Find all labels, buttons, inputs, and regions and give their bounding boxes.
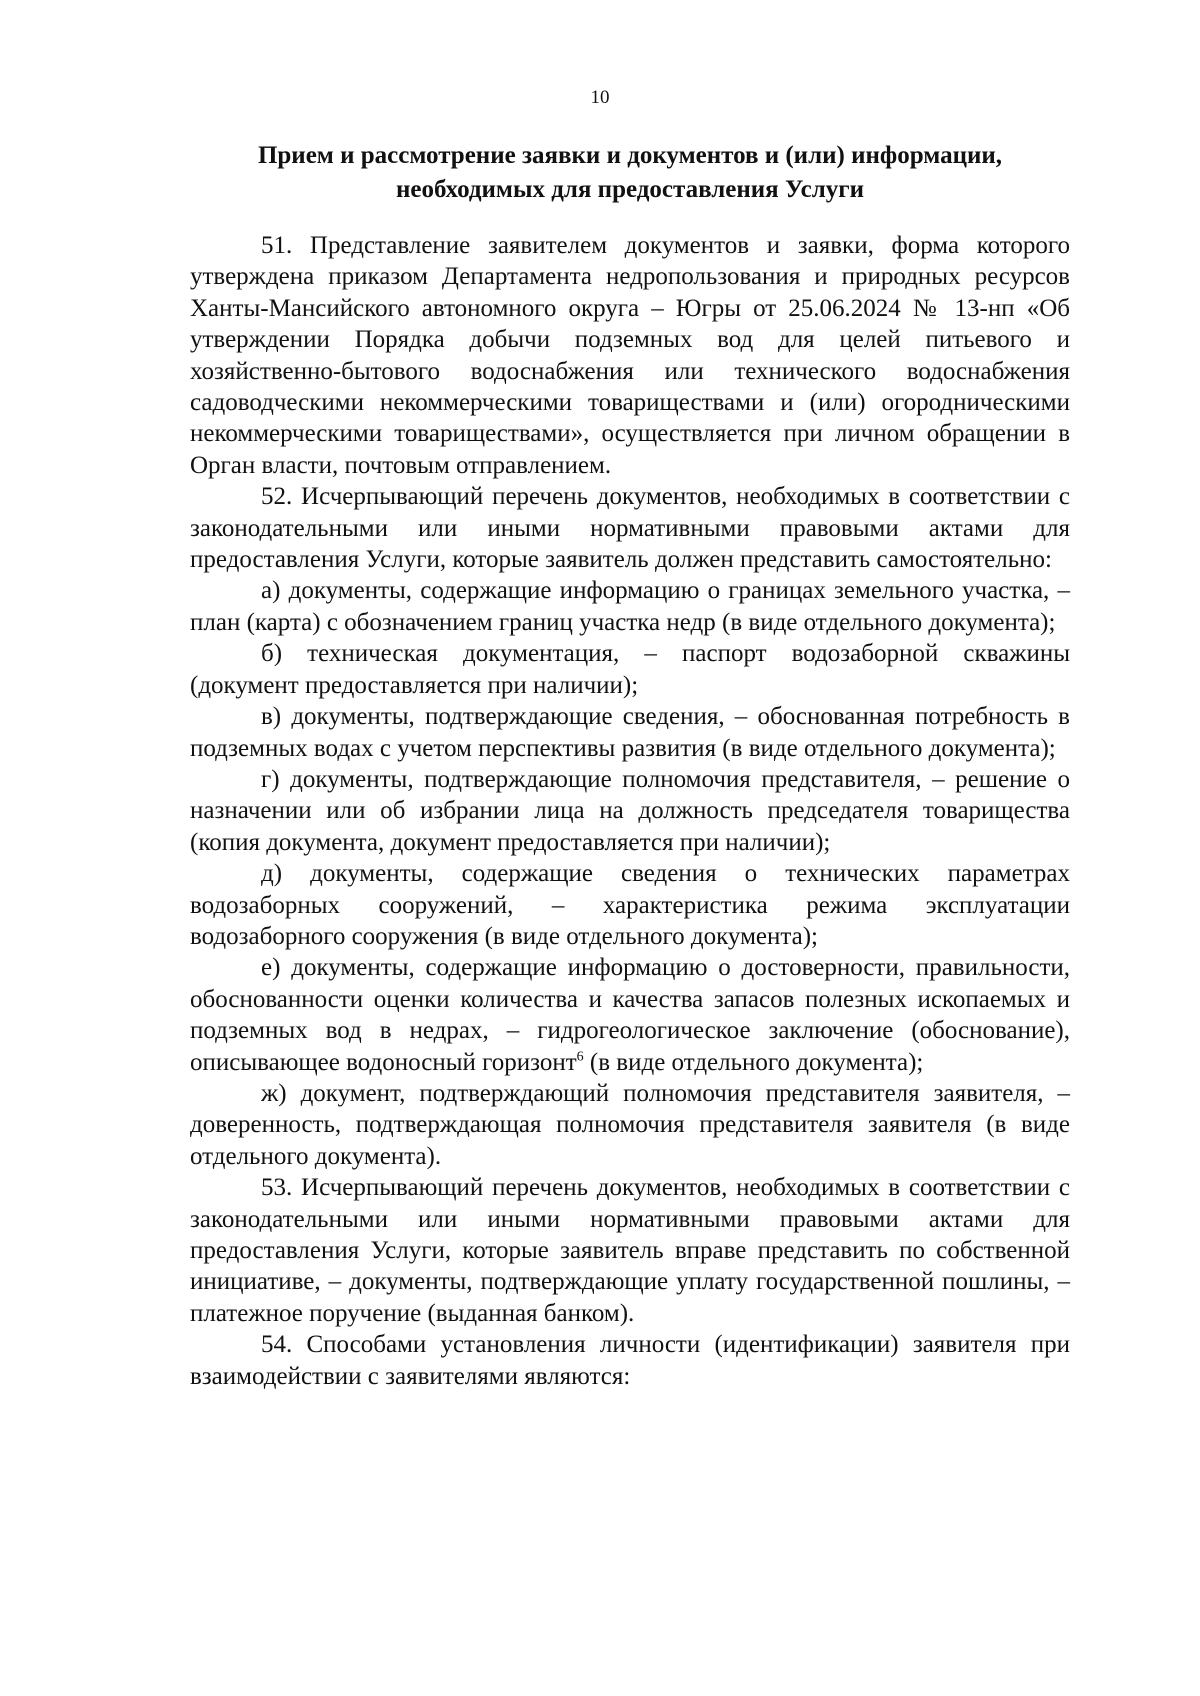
list-item-d: д) документы, содержащие сведения о технических параметрах водозаборных сооружений, – характеристика режима эксплуатации водозаборного сооружения (в виде отдельного документа); — [190, 860, 1070, 950]
list-item-e — [190, 952, 1070, 1078]
page-number: 10 — [590, 87, 610, 108]
document-body — [190, 230, 1070, 1392]
paragraph-54: 54. Способами установления личности (идентификации) заявителя при взаимодействии с заявителями являются: — [190, 1331, 1070, 1390]
paragraph-51: 51. Представление заявителем документов и заявки, форма которого утверждена приказом Департамента недропользования и природных ресурсов Ханты-Мансийского автономного округа – Югры от 25.06.2024 № 13-нп «Об утверждении Порядка добычи подземных вод для целей питьевого и хозяйственно-бытового водоснабжения или технического водоснабжения садоводческими некоммерческими товариществами и (или) огородническими некоммерческими товариществами», осуществляется при личном обращении в Орган власти, почтовым отправлением. — [190, 232, 1070, 479]
footnote-reference: 6 — [576, 1049, 584, 1065]
list-item-v: в) документы, подтверждающие сведения, – обоснованная потребность в подземных водах с учетом перспективы развития (в виде отдельного документа); — [190, 703, 1070, 762]
list-item-zh: ж) документ, подтверждающий полномочия представителя заявителя, – доверенность, подтверждающая полномочия представителя заявителя (в виде отдельного документа). — [190, 1079, 1070, 1170]
section-title — [190, 139, 1070, 207]
paragraph-52: 52. Исчерпывающий перечень документов, необходимых в соответствии с законодательными или иными нормативными правовыми актами для предоставления Услуги, которые заявитель должен представить самостоятельно: — [190, 483, 1070, 574]
section-title-line-2: необходимых для предоставления Услуги — [396, 176, 864, 203]
list-item-e-text: е) документы, содержащие информацию о достоверности, правильности, обоснованности оценки количества и качества запасов полезных ископаемых и подземных вод в недрах, – гидрогеологическое заключение (обоснование), описывающее водоносный горизонт — [190, 954, 1070, 1076]
list-item-b: б) техническая документация, – паспорт водозаборной скважины (документ предоставляется при наличии); — [190, 640, 1070, 699]
paragraph-53: 53. Исчерпывающий перечень документов, необходимых в соответствии с законодательными или иными нормативными правовыми актами для предоставления Услуги, которые заявитель вправе представить по собственной инициативе, – документы, подтверждающие уплату государственной пошлины, – платежное поручение (выданная банком). — [190, 1174, 1070, 1327]
list-item-e-text-end: (в виде отдельного документа); — [583, 1048, 924, 1076]
list-item-g: г) документы, подтверждающие полномочия представителя, – решение о назначении или об избрании лица на должность председателя товарищества (копия документа, документ предоставляется при наличии); — [190, 765, 1070, 856]
list-item-a: а) документы, содержащие информацию о границах земельного участка, – план (карта) с обозначением границ участка недр (в виде отдельного документа); — [190, 577, 1070, 636]
section-title-line-1: Прием и рассмотрение заявки и документов и (или) информации, — [257, 142, 1003, 169]
